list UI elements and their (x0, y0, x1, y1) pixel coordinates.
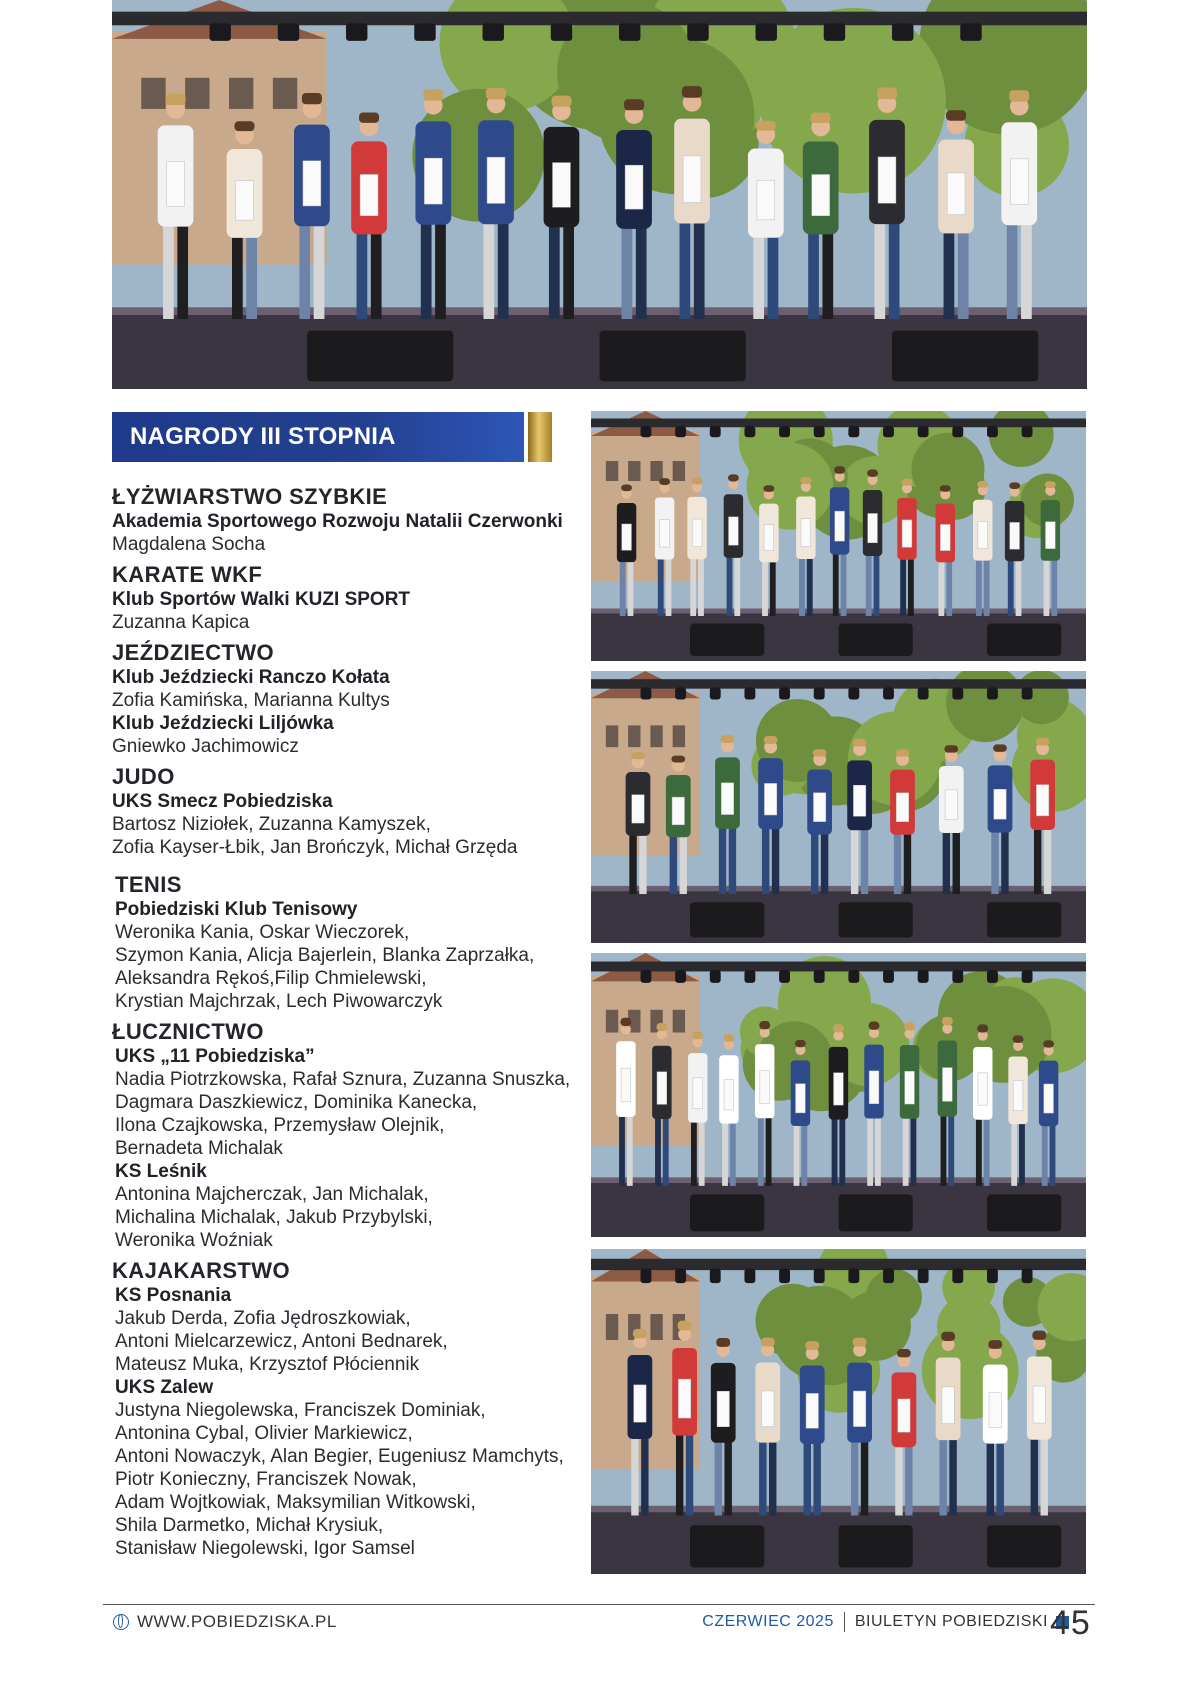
athlete-names: Antonina Majcherczak, Jan Michalak, (115, 1184, 429, 1205)
athlete-names: Gniewko Jachimowicz (112, 736, 299, 757)
award-list (112, 478, 587, 1560)
page-number: 45 (1050, 1604, 1092, 1642)
footer-publication (702, 1612, 1069, 1632)
athlete-names: Nadia Piotrzkowska, Rafał Sznura, Zuzanna Snuszka, (115, 1069, 571, 1090)
award-ceremony-photo-main (112, 0, 1087, 389)
athlete-names: Weronika Woźniak (115, 1230, 273, 1251)
athlete-names: Adam Wojtkowiak, Maksymilian Witkowski, (115, 1492, 476, 1513)
category-heading: KAJAKARSTWO (112, 1258, 290, 1283)
section-title: NAGRODY III STOPNIA (112, 412, 524, 462)
footer-divider (103, 1604, 1095, 1605)
athlete-names: Aleksandra Rękoś,Filip Chmielewski, (115, 968, 427, 989)
athlete-names: Piotr Konieczny, Franciszek Nowak, (115, 1469, 417, 1490)
athlete-names: Zuzanna Kapica (112, 612, 250, 633)
category-heading: ŁUCZNICTWO (112, 1019, 264, 1044)
publication-name: BIULETYN POBIEDZISKI (854, 1613, 1048, 1630)
athlete-names: Mateusz Muka, Krzysztof Płóciennik (115, 1354, 420, 1375)
club-name: Klub Jeździecki Liljówka (112, 713, 334, 734)
award-ceremony-photo-4 (591, 1249, 1086, 1574)
category-heading: KARATE WKF (112, 562, 263, 587)
athlete-names: Ilona Czajkowska, Przemysław Olejnik, (115, 1115, 445, 1136)
athlete-names: Antoni Mielcarzewicz, Antoni Bednarek, (115, 1331, 448, 1352)
club-name: UKS „11 Pobiedziska” (115, 1046, 315, 1067)
club-name: Pobiedziski Klub Tenisowy (115, 899, 358, 920)
category-heading: JEŹDZIECTWO (112, 640, 275, 665)
award-ceremony-photo-1 (591, 411, 1086, 661)
footer-website[interactable] (113, 1612, 337, 1632)
gold-accent-bar (528, 412, 552, 462)
issue-month: CZERWIEC 2025 (702, 1613, 834, 1630)
athlete-names: Bartosz Niziołek, Zuzanna Kamyszek, (112, 814, 431, 835)
award-ceremony-photo-3 (591, 953, 1086, 1237)
athlete-names: Zofia Kayser-Łbik, Jan Brończyk, Michał Grzęda (112, 837, 518, 858)
athlete-names: Justyna Niegolewska, Franciszek Dominiak, (115, 1400, 486, 1421)
club-name: KS Posnania (115, 1285, 232, 1306)
globe-icon (113, 1614, 129, 1630)
club-name: Klub Jeździecki Ranczo Kołata (112, 667, 390, 688)
club-name: KS Leśnik (115, 1161, 207, 1182)
athlete-names: Michalina Michalak, Jakub Przybylski, (115, 1207, 433, 1228)
award-ceremony-photo-2 (591, 671, 1086, 943)
athlete-names: Magdalena Socha (112, 534, 266, 555)
athlete-names: Bernadeta Michalak (115, 1138, 283, 1159)
website-link[interactable]: WWW.POBIEDZISKA.PL (137, 1612, 337, 1631)
athlete-names: Szymon Kania, Alicja Bajerlein, Blanka Zaprzałka, (115, 945, 535, 966)
athlete-names: Zofia Kamińska, Marianna Kultys (112, 690, 390, 711)
athlete-names: Stanisław Niegolewski, Igor Samsel (115, 1538, 415, 1559)
athlete-names: Jakub Derda, Zofia Jędroszkowiak, (115, 1308, 411, 1329)
athlete-names: Krystian Majchrzak, Lech Piwowarczyk (115, 991, 443, 1012)
athlete-names: Shila Darmetko, Michał Krysiuk, (115, 1515, 384, 1536)
category-heading: ŁYŻWIARSTWO SZYBKIE (112, 484, 388, 509)
athlete-names: Antoni Nowaczyk, Alan Begier, Eugeniusz Mamchyts, (115, 1446, 564, 1467)
footer-separator (844, 1612, 845, 1632)
athlete-names: Antonina Cybal, Olivier Markiewicz, (115, 1423, 413, 1444)
category-heading: JUDO (112, 764, 175, 789)
athlete-names: Weronika Kania, Oskar Wieczorek, (115, 922, 410, 943)
category-heading: TENIS (115, 872, 182, 897)
club-name: Klub Sportów Walki KUZI SPORT (112, 589, 411, 610)
club-name: Akademia Sportowego Rozwoju Natalii Czerwonki (112, 511, 563, 532)
club-name: UKS Zalew (115, 1377, 214, 1398)
club-name: UKS Smecz Pobiedziska (112, 791, 333, 812)
athlete-names: Dagmara Daszkiewicz, Dominika Kanecka, (115, 1092, 478, 1113)
